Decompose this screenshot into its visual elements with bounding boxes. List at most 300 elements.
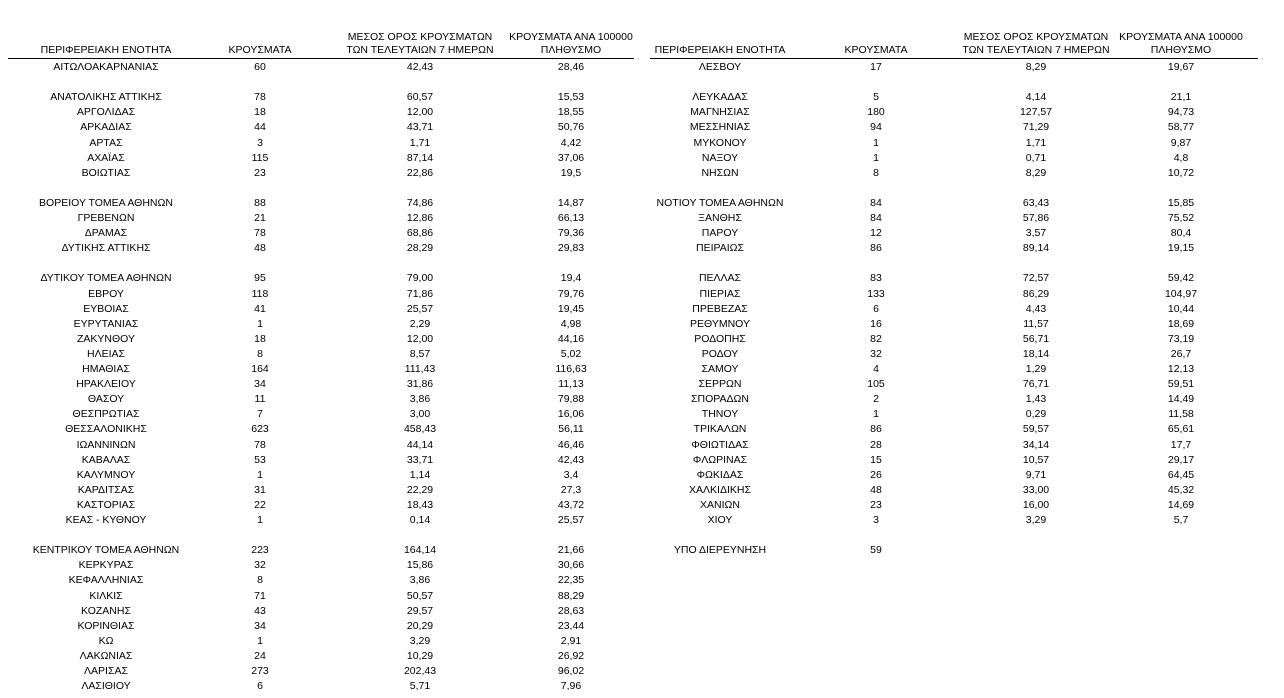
cases-cell: 2 xyxy=(873,393,879,406)
table-row xyxy=(650,166,1258,181)
region-cell: ΛΑΣΙΘΙΟΥ xyxy=(81,680,131,693)
avg-cell: 3,29 xyxy=(409,634,431,647)
header-avg-line1: ΜΕΣΟΣ ΟΡΟΣ ΚΡΟΥΣΜΑΤΩΝ xyxy=(963,31,1109,43)
avg-cell: 33,71 xyxy=(406,453,434,466)
table-row xyxy=(650,362,1258,377)
per100k-cell: 59,42 xyxy=(1167,272,1195,285)
region-cell: ΕΥΒΟΙΑΣ xyxy=(83,302,129,315)
per100k-cell: 5,02 xyxy=(560,347,582,360)
table-row xyxy=(8,377,634,392)
cases-cell: 32 xyxy=(254,559,266,572)
region-cell: ΦΩΚΙΔΑΣ xyxy=(696,468,744,481)
table-row xyxy=(8,105,634,120)
region-cell: ΚΟΖΑΝΗΣ xyxy=(81,604,131,617)
avg-cell: 20,29 xyxy=(406,619,434,632)
region-cell: ΣΕΡΡΩΝ xyxy=(698,378,742,391)
region-cell: ΚΙΛΚΙΣ xyxy=(89,589,123,602)
table-row xyxy=(650,90,1258,105)
region-cell: ΚΕΝΤΡΙΚΟΥ ΤΟΜΕΑ ΑΘΗΝΩΝ xyxy=(32,544,180,557)
table-row xyxy=(650,287,1258,302)
header-cases-label: ΚΡΟΥΣΜΑΤΑ xyxy=(844,44,908,56)
avg-cell: 89,14 xyxy=(1022,242,1050,255)
avg-cell: 1,71 xyxy=(409,136,431,149)
table-row xyxy=(650,347,1258,362)
per100k-cell: 7,96 xyxy=(560,680,582,693)
cases-cell: 34 xyxy=(254,619,266,632)
region-cell: ΔΥΤΙΚΟΥ ΤΟΜΕΑ ΑΘΗΝΩΝ xyxy=(40,272,172,285)
cases-cell: 78 xyxy=(254,91,266,104)
table-row xyxy=(8,407,634,422)
per100k-cell: 18,55 xyxy=(557,106,585,119)
per100k-cell: 2,91 xyxy=(560,634,582,647)
table-row xyxy=(8,211,634,226)
cases-cell: 23 xyxy=(254,166,266,179)
region-cell: ΤΡΙΚΑΛΩΝ xyxy=(693,423,747,436)
per100k-cell: 4,8 xyxy=(1173,151,1189,164)
cases-cell: 11 xyxy=(254,393,266,406)
cases-cell: 86 xyxy=(870,423,882,436)
per100k-cell: 29,17 xyxy=(1167,453,1195,466)
avg-cell: 2,29 xyxy=(409,317,431,330)
region-cell: ΗΡΑΚΛΕΙΟΥ xyxy=(76,378,136,391)
table-row xyxy=(8,543,634,558)
cases-cell: 164 xyxy=(251,363,269,375)
per100k-cell: 43,72 xyxy=(557,498,585,511)
cases-cell: 22 xyxy=(254,498,266,511)
region-cell: ΣΑΜΟΥ xyxy=(701,363,739,375)
region-cell: ΓΡΕΒΕΝΩΝ xyxy=(77,212,135,224)
per100k-cell: 79,76 xyxy=(557,287,585,300)
per100k-cell: 15,53 xyxy=(557,91,585,104)
table-row xyxy=(650,498,1258,513)
avg-cell: 63,43 xyxy=(1022,196,1050,209)
cases-cell: 6 xyxy=(257,680,263,693)
region-cell: ΚΑΡΔΙΤΣΑΣ xyxy=(77,483,135,496)
cases-cell: 23 xyxy=(870,498,882,511)
avg-cell: 71,29 xyxy=(1022,121,1050,134)
region-cell: ΡΟΔΟΥ xyxy=(701,347,739,360)
per100k-cell: 18,69 xyxy=(1167,317,1195,330)
table-row xyxy=(650,317,1258,332)
header-rule xyxy=(8,58,634,59)
avg-cell: 1,14 xyxy=(409,468,431,481)
cases-cell: 8 xyxy=(873,166,879,179)
avg-cell: 8,29 xyxy=(1025,61,1047,73)
region-cell: ΛΕΥΚΑΔΑΣ xyxy=(692,91,748,104)
avg-cell: 5,71 xyxy=(409,680,431,693)
table-row xyxy=(8,166,634,181)
avg-cell: 44,14 xyxy=(406,438,434,451)
avg-cell: 56,71 xyxy=(1022,332,1050,345)
avg-cell: 87,14 xyxy=(406,151,434,164)
cases-cell: 1 xyxy=(257,468,263,481)
per100k-cell: 28,63 xyxy=(557,604,585,617)
header-cases xyxy=(826,44,926,57)
cases-cell: 94 xyxy=(870,121,882,134)
avg-cell: 111,43 xyxy=(404,363,436,375)
region-cell: ΚΑΛΥΜΝΟΥ xyxy=(76,468,136,481)
cases-cell: 78 xyxy=(254,438,266,451)
header-cases-label: ΚΡΟΥΣΜΑΤΑ xyxy=(228,44,292,56)
per100k-cell: 80,4 xyxy=(1170,227,1192,240)
region-cell: ΑΙΤΩΛΟΑΚΑΡΝΑΝΙΑΣ xyxy=(53,61,159,73)
region-cell: ΙΩΑΝΝΙΝΩΝ xyxy=(76,438,136,451)
cases-cell: 4 xyxy=(873,363,879,375)
table-row xyxy=(8,226,634,241)
region-cell: ΑΡΓΟΛΙΔΑΣ xyxy=(76,106,136,119)
per100k-cell: 10,44 xyxy=(1167,302,1195,315)
cases-cell: 44 xyxy=(254,121,266,134)
per100k-cell: 11,13 xyxy=(558,378,584,391)
region-cell: ΑΡΤΑΣ xyxy=(89,136,123,149)
cases-cell: 88 xyxy=(254,196,266,209)
region-cell: ΔΡΑΜΑΣ xyxy=(84,227,128,240)
avg-cell: 4,14 xyxy=(1025,91,1047,104)
cases-cell: 1 xyxy=(257,634,263,647)
per100k-cell: 19,5 xyxy=(560,166,582,179)
region-cell: ΚΑΣΤΟΡΙΑΣ xyxy=(76,498,136,511)
per100k-cell: 27,3 xyxy=(560,483,582,496)
avg-cell: 11,57 xyxy=(1023,317,1049,330)
table-row xyxy=(8,664,634,679)
table-row xyxy=(650,332,1258,347)
avg-cell: 12,00 xyxy=(406,106,434,119)
per100k-cell: 73,19 xyxy=(1167,332,1195,345)
region-cell: ΞΑΝΘΗΣ xyxy=(698,212,742,224)
cases-cell: 1 xyxy=(873,151,879,164)
per100k-cell: 50,76 xyxy=(557,121,585,134)
header-cases xyxy=(210,44,310,57)
avg-cell: 1,29 xyxy=(1025,363,1047,375)
per100k-cell: 23,44 xyxy=(557,619,585,632)
header-avg-line2: ΤΩΝ ΤΕΛΕΥΤΑΙΩΝ 7 ΗΜΕΡΩΝ xyxy=(346,44,494,56)
per100k-cell: 66,13 xyxy=(557,212,585,224)
cases-cell: 78 xyxy=(254,227,266,240)
avg-cell: 12,86 xyxy=(406,212,434,224)
region-cell: ΦΘΙΩΤΙΔΑΣ xyxy=(691,438,749,451)
header-region xyxy=(8,44,204,57)
region-cell: ΜΕΣΣΗΝΙΑΣ xyxy=(689,121,751,134)
region-cell: ΠΕΙΡΑΙΩΣ xyxy=(696,242,744,255)
avg-cell: 164,14 xyxy=(403,544,437,557)
avg-cell: 202,43 xyxy=(403,665,437,677)
per100k-cell: 94,73 xyxy=(1167,106,1195,119)
table-row xyxy=(8,422,634,437)
per100k-cell: 30,66 xyxy=(557,559,585,572)
table-row xyxy=(8,90,634,105)
region-cell: ΡΕΘΥΜΝΟΥ xyxy=(689,317,750,330)
per100k-cell: 79,88 xyxy=(557,393,585,406)
table-row xyxy=(8,120,634,135)
per100k-cell: 88,29 xyxy=(557,589,585,602)
cases-cell: 24 xyxy=(254,649,266,662)
avg-cell: 22,29 xyxy=(406,483,434,496)
region-cell: ΜΑΓΝΗΣΙΑΣ xyxy=(690,106,750,119)
per100k-cell: 17,7 xyxy=(1170,438,1192,451)
avg-cell: 3,86 xyxy=(409,574,431,587)
per100k-cell: 9,87 xyxy=(1170,136,1192,149)
region-cell: ΗΜΑΘΙΑΣ xyxy=(82,363,130,375)
header-avg-line1: ΜΕΣΟΣ ΟΡΟΣ ΚΡΟΥΣΜΑΤΩΝ xyxy=(347,31,493,43)
table-row xyxy=(650,241,1258,256)
region-cell: ΘΕΣΠΡΩΤΙΑΣ xyxy=(72,408,140,421)
per100k-cell: 37,06 xyxy=(557,151,585,164)
table-row xyxy=(8,604,634,619)
per100k-cell: 28,46 xyxy=(557,61,585,73)
region-cell: ΦΛΩΡΙΝΑΣ xyxy=(692,453,748,466)
avg-cell: 3,00 xyxy=(409,408,431,421)
cases-cell: 41 xyxy=(254,302,266,315)
table-row xyxy=(8,649,634,664)
per100k-cell: 56,11 xyxy=(558,423,584,436)
per100k-cell: 14,49 xyxy=(1167,393,1195,406)
table-row xyxy=(650,136,1258,151)
table-row xyxy=(650,422,1258,437)
region-cell: ΘΑΣΟΥ xyxy=(87,393,125,406)
per100k-cell: 21,66 xyxy=(557,544,585,557)
per100k-cell: 19,45 xyxy=(557,302,585,315)
region-cell: ΒΟΡΕΙΟΥ ΤΟΜΕΑ ΑΘΗΝΩΝ xyxy=(39,196,173,209)
region-cell: ΛΕΣΒΟΥ xyxy=(698,61,742,73)
cases-cell: 223 xyxy=(251,544,269,557)
header-region xyxy=(650,44,790,57)
header-rule xyxy=(650,58,1258,59)
table-row xyxy=(650,211,1258,226)
header-per100k-line2: ΠΛΗΘΥΣΜΟ xyxy=(540,44,602,56)
region-cell: ΕΥΡΥΤΑΝΙΑΣ xyxy=(73,317,139,330)
avg-cell: 31,86 xyxy=(406,378,434,391)
header-region-label: ΠΕΡΙΦΕΡΕΙΑΚΗ ΕΝΟΤΗΤΑ xyxy=(654,44,786,56)
cases-cell: 86 xyxy=(870,242,882,255)
avg-cell: 8,29 xyxy=(1025,166,1047,179)
table-row xyxy=(8,332,634,347)
header-avg-line2: ΤΩΝ ΤΕΛΕΥΤΑΙΩΝ 7 ΗΜΕΡΩΝ xyxy=(962,44,1110,56)
region-cell: ΥΠΟ ΔΙΕΡΕΥΝΗΣΗ xyxy=(673,544,767,557)
table-row xyxy=(8,634,634,649)
region-cell: ΒΟΙΩΤΙΑΣ xyxy=(81,166,131,179)
table-row xyxy=(8,619,634,634)
cases-cell: 1 xyxy=(257,317,263,330)
table-row xyxy=(650,392,1258,407)
region-cell: ΛΑΡΙΣΑΣ xyxy=(84,665,128,677)
table-row xyxy=(8,302,634,317)
per100k-cell: 14,87 xyxy=(557,196,585,209)
table-row xyxy=(8,136,634,151)
table-row xyxy=(650,513,1258,528)
region-cell: ΘΕΣΣΑΛΟΝΙΚΗΣ xyxy=(65,423,147,436)
per100k-cell: 21,1 xyxy=(1170,91,1192,104)
table-row xyxy=(8,573,634,588)
region-cell: ΠΙΕΡΙΑΣ xyxy=(699,287,741,300)
table-row xyxy=(650,151,1258,166)
header-per100k-line1: ΚΡΟΥΣΜΑΤΑ ΑΝΑ 100000 xyxy=(509,31,633,43)
cases-cell: 623 xyxy=(251,423,269,436)
table-row xyxy=(8,287,634,302)
cases-cell: 3 xyxy=(257,136,263,149)
cases-cell: 133 xyxy=(867,287,885,300)
table-row xyxy=(650,302,1258,317)
cases-cell: 7 xyxy=(257,408,263,421)
cases-cell: 1 xyxy=(873,136,879,149)
region-cell: ΕΒΡΟΥ xyxy=(88,287,124,300)
region-cell: ΠΑΡΟΥ xyxy=(701,227,739,240)
cases-cell: 8 xyxy=(257,574,263,587)
table-row xyxy=(8,392,634,407)
table-row xyxy=(650,120,1258,135)
table-row xyxy=(8,468,634,483)
table-row xyxy=(8,513,634,528)
per100k-cell: 14,69 xyxy=(1167,498,1195,511)
per100k-cell: 12,13 xyxy=(1167,363,1195,375)
region-cell: ΧΙΟΥ xyxy=(707,514,733,526)
table-row xyxy=(8,453,634,468)
avg-cell: 18,43 xyxy=(406,498,434,511)
table-row xyxy=(8,347,634,362)
cases-cell: 105 xyxy=(867,378,885,391)
region-cell: ΚΩ xyxy=(98,634,114,647)
cases-cell: 71 xyxy=(254,589,266,602)
region-cell: ΝΑΞΟΥ xyxy=(701,151,739,164)
per100k-cell: 64,45 xyxy=(1167,468,1195,481)
avg-cell: 60,57 xyxy=(406,91,434,104)
table-row xyxy=(650,196,1258,211)
avg-cell: 68,86 xyxy=(406,227,434,240)
header-per100k xyxy=(1116,31,1246,57)
cases-cell: 83 xyxy=(870,272,882,285)
avg-cell: 33,00 xyxy=(1022,483,1050,496)
region-cell: ΚΕΡΚΥΡΑΣ xyxy=(78,559,134,572)
per100k-cell: 19,67 xyxy=(1167,61,1195,73)
cases-cell: 28 xyxy=(870,438,882,451)
avg-cell: 12,00 xyxy=(406,332,434,345)
cases-cell: 84 xyxy=(870,196,882,209)
avg-cell: 0,14 xyxy=(409,514,431,526)
avg-cell: 458,43 xyxy=(403,423,437,436)
avg-cell: 9,71 xyxy=(1025,468,1047,481)
avg-cell: 71,86 xyxy=(406,287,434,300)
header-per100k xyxy=(508,31,634,57)
table-row xyxy=(650,105,1258,120)
region-cell: ΧΑΛΚΙΔΙΚΗΣ xyxy=(689,483,751,496)
region-cell: ΚΟΡΙΝΘΙΑΣ xyxy=(77,619,135,632)
region-cell: ΑΝΑΤΟΛΙΚΗΣ ΑΤΤΙΚΗΣ xyxy=(50,91,162,104)
table-row xyxy=(650,407,1258,422)
table-row xyxy=(650,543,1258,558)
cases-cell: 31 xyxy=(254,483,266,496)
cases-cell: 17 xyxy=(870,61,882,73)
per100k-cell: 79,36 xyxy=(557,227,585,240)
region-cell: ΖΑΚΥΝΘΟΥ xyxy=(76,332,135,345)
per100k-cell: 75,52 xyxy=(1167,212,1195,224)
cases-cell: 15 xyxy=(870,453,882,466)
table-row xyxy=(8,151,634,166)
avg-cell: 18,14 xyxy=(1022,347,1050,360)
table-row xyxy=(8,438,634,453)
table-row xyxy=(8,498,634,513)
table-row xyxy=(650,271,1258,286)
per100k-cell: 104,97 xyxy=(1164,287,1198,300)
table-row xyxy=(650,226,1258,241)
table-row xyxy=(650,453,1258,468)
table-row xyxy=(650,468,1258,483)
per100k-cell: 15,85 xyxy=(1167,196,1195,209)
per100k-cell: 3,4 xyxy=(563,468,579,481)
cases-cell: 3 xyxy=(873,514,879,526)
table-row xyxy=(8,589,634,604)
per100k-cell: 5,7 xyxy=(1173,514,1189,526)
avg-cell: 10,29 xyxy=(406,649,434,662)
table-row xyxy=(650,60,1258,75)
region-cell: ΚΑΒΑΛΑΣ xyxy=(81,453,131,466)
table-row xyxy=(8,362,634,377)
table-row xyxy=(8,483,634,498)
table-row xyxy=(8,679,634,694)
cases-cell: 12 xyxy=(870,227,882,240)
per100k-cell: 10,72 xyxy=(1167,166,1195,179)
cases-cell: 6 xyxy=(873,302,879,315)
avg-cell: 42,43 xyxy=(406,61,434,73)
avg-cell: 79,00 xyxy=(406,272,434,285)
cases-cell: 26 xyxy=(870,468,882,481)
region-cell: ΣΠΟΡΑΔΩΝ xyxy=(691,393,749,406)
avg-cell: 74,86 xyxy=(406,196,434,209)
avg-cell: 76,71 xyxy=(1022,378,1050,391)
cases-cell: 1 xyxy=(257,514,263,526)
table-row xyxy=(8,196,634,211)
avg-cell: 0,71 xyxy=(1025,151,1047,164)
per100k-cell: 11,58 xyxy=(1168,408,1194,421)
cases-cell: 43 xyxy=(254,604,266,617)
region-cell: ΚΕΦΑΛΛΗΝΙΑΣ xyxy=(68,574,144,587)
cases-cell: 118 xyxy=(251,287,269,300)
region-cell: ΠΡΕΒΕΖΑΣ xyxy=(692,302,748,315)
cases-cell: 48 xyxy=(254,242,266,255)
per100k-cell: 65,61 xyxy=(1167,423,1195,436)
per100k-cell: 45,32 xyxy=(1167,483,1195,496)
cases-cell: 1 xyxy=(873,408,879,421)
cases-cell: 53 xyxy=(254,453,266,466)
avg-cell: 127,57 xyxy=(1019,106,1053,119)
table-row xyxy=(8,317,634,332)
avg-cell: 57,86 xyxy=(1022,212,1050,224)
avg-cell: 10,57 xyxy=(1022,453,1050,466)
avg-cell: 1,71 xyxy=(1025,136,1047,149)
header-per100k-line2: ΠΛΗΘΥΣΜΟ xyxy=(1150,44,1212,56)
cases-cell: 48 xyxy=(870,483,882,496)
avg-cell: 29,57 xyxy=(406,604,434,617)
cases-cell: 60 xyxy=(254,61,266,73)
region-cell: ΤΗΝΟΥ xyxy=(701,408,739,421)
region-cell: ΡΟΔΟΠΗΣ xyxy=(694,332,746,345)
header-avg xyxy=(956,31,1116,57)
avg-cell: 34,14 xyxy=(1022,438,1050,451)
per100k-cell: 19,4 xyxy=(560,272,582,285)
region-cell: ΠΕΛΛΑΣ xyxy=(698,272,742,285)
cases-cell: 34 xyxy=(254,378,266,391)
region-cell: ΧΑΝΙΩΝ xyxy=(700,498,740,511)
avg-cell: 25,57 xyxy=(406,302,434,315)
header-region-label: ΠΕΡΙΦΕΡΕΙΑΚΗ ΕΝΟΤΗΤΑ xyxy=(40,44,172,56)
cases-cell: 84 xyxy=(870,212,882,224)
cases-cell: 8 xyxy=(257,347,263,360)
region-cell: ΔΥΤΙΚΗΣ ΑΤΤΙΚΗΣ xyxy=(61,242,151,255)
region-cell: ΑΧΑΪΑΣ xyxy=(87,151,125,164)
per100k-cell: 58,77 xyxy=(1167,121,1195,134)
per100k-cell: 42,43 xyxy=(557,453,585,466)
avg-cell: 43,71 xyxy=(406,121,434,134)
per100k-cell: 19,15 xyxy=(1167,242,1195,255)
avg-cell: 72,57 xyxy=(1022,272,1050,285)
